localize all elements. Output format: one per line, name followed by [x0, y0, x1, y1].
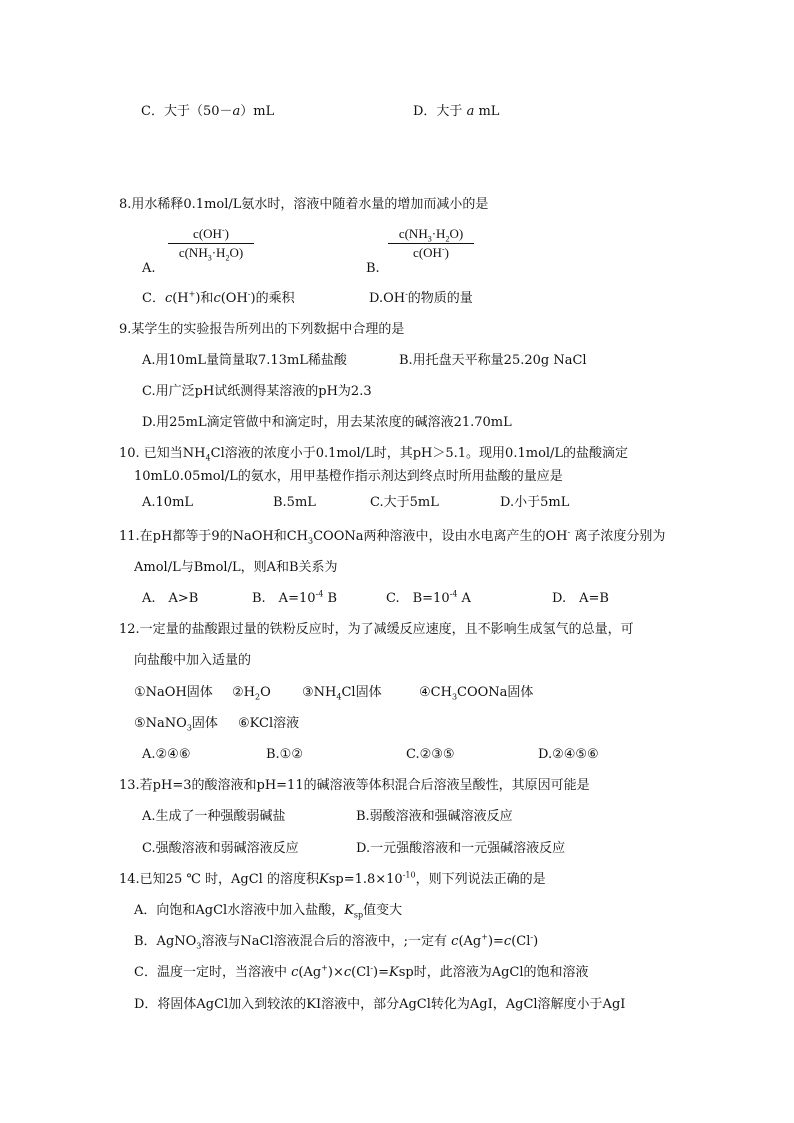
q8-option-b-numerator: $c(NH_3\cdot H_2O)$: [398, 226, 464, 244]
q12-stem-line2: 向盐酸中加入适量的: [134, 653, 252, 668]
q12-item-1: ①NaOH固体: [134, 685, 213, 700]
q8-stem: 8.用水稀释0.1mol/L氨水时，溶液中随着水量的增加而减小的是: [119, 197, 489, 212]
q7-option-d-text: D．大于: [413, 104, 463, 119]
q8-option-b-fraction: [388, 226, 474, 261]
q8-option-d: D.OH-的物质的量: [369, 289, 473, 306]
q12-option-a: A.②④⑥: [142, 747, 191, 762]
q7-option-c-text: C．大于（50－: [141, 104, 233, 119]
q9-option-b: B.用托盘天平称量25.20g NaCl: [399, 353, 587, 368]
q11-stem: 11.在pH都等于9的NaOH和$CH_3COONa$两种溶液中，设由水电离产生的OH- 离子浓度分别为: [119, 527, 666, 546]
q13-stem: 13.若pH=3的酸溶液和pH=11的碱溶液等体积混合后溶液呈酸性，其原因可能是: [119, 778, 590, 793]
q10-stem: 10. 已知当$NH_4Cl$溶液的浓度小于0.1mol/L时，其pH＞5.1。现用0.1mol/L的盐酸滴定: [119, 446, 629, 463]
q11-stem-line2: Amol/L与Bmol/L，则A和B关系为: [134, 560, 338, 575]
q7-option-c-var: a: [232, 104, 241, 119]
q14-stem: 14.已知25 ℃ 时，AgCl 的溶度积$Ksp=1.8\times 10^{-10}$，则下列说法正确的是: [119, 870, 546, 887]
q7-option-c-tail: ）mL: [240, 104, 275, 119]
q8-option-a-numerator: c(OH-): [193, 225, 229, 241]
q12-stem: 12.一定量的盐酸跟过量的铁粉反应时，为了减缓反应速度，且不影响生成氢气的总量，可: [119, 622, 634, 637]
q11-option-a: A. A>B: [142, 591, 199, 606]
q7-option-d: [413, 103, 499, 121]
q12-option-d: D.②④⑤⑥: [538, 747, 599, 762]
q12-item-6: ⑥KCl溶液: [238, 716, 300, 731]
q8-option-b-denominator: c(OH-): [413, 244, 449, 260]
q11-option-c: C. $B=10^{-4}$ A: [386, 589, 471, 606]
q11-option-b: B. $A=10^{-4}$ B: [252, 589, 337, 606]
q14-option-c: C．温度一定时，当溶液中 c(Ag+)×c(Cl-)=Ksp时，此溶液为AgCl的饱和溶液: [134, 963, 589, 980]
q8-option-a-fraction: [168, 226, 254, 261]
q7-option-c: [141, 103, 274, 121]
q8-option-b-label: B.: [366, 261, 380, 276]
q13-option-b: B.弱酸溶液和强碱溶液反应: [356, 809, 513, 824]
q10-option-d: D.小于5mL: [500, 495, 570, 510]
q12-item-2: $②H_2O$: [232, 685, 271, 702]
q13-option-a: A.生成了一种强酸弱碱盐: [142, 809, 286, 824]
q12-item-3: $③NH_4Cl$固体: [302, 685, 382, 702]
q13-option-c: C.强酸溶液和弱碱溶液反应: [142, 841, 299, 856]
q8-option-a-label: A.: [142, 261, 156, 276]
q10-option-b: B.5mL: [273, 495, 316, 510]
q8-option-c: C．c(H+)和c(OH-)的乘积: [142, 289, 295, 306]
q12-item-5: ⑤NaNO$_3$固体: [134, 716, 218, 733]
q13-option-d: D.一元强酸溶液和一元强碱溶液反应: [356, 841, 566, 856]
q9-option-d: D.用25mL滴定管做中和滴定时，用去某浓度的碱溶液21.70mL: [142, 415, 512, 430]
q12-option-c: C.②③⑤: [406, 747, 455, 762]
q12-item-4: $④CH_3COONa$固体: [419, 685, 534, 702]
q9-stem: 9.某学生的实验报告所列出的下列数据中合理的是: [119, 322, 405, 337]
q8-option-a-denominator: $c(NH_3\cdot H_2O)$: [178, 245, 244, 263]
q9-option-c: C.用广泛pH试纸测得某溶液的pH为2.3: [142, 384, 372, 399]
q10-stem-line2: 10mL0.05mol/L的氨水，用甲基橙作指示剂达到终点时所用盐酸的量应是: [134, 469, 563, 484]
q12-option-b: B.①②: [266, 747, 303, 762]
q7-option-d-var: a: [466, 104, 475, 119]
q14-option-a: A．向饱和AgCl水溶液中加入盐酸，$K_{sp}$值变大: [134, 903, 403, 920]
q14-option-b: B．AgNO$_3$溶液与NaCl溶液混合后的溶液中，;一定有 c(Ag+)=c(Cl-): [134, 932, 539, 951]
q11-option-d: D. A=B: [552, 591, 609, 606]
q7-option-d-tail: mL: [478, 104, 500, 119]
q10-option-a: A.10mL: [142, 495, 194, 510]
q14-option-d: D．将固体AgCl加入到较浓的KI溶液中，部分AgCl转化为AgI，AgCl溶解度小于AgI: [134, 997, 626, 1012]
q9-option-a: A.用10mL量筒量取7.13mL稀盐酸: [142, 353, 347, 368]
q10-option-c: C.大于5mL: [370, 495, 439, 510]
